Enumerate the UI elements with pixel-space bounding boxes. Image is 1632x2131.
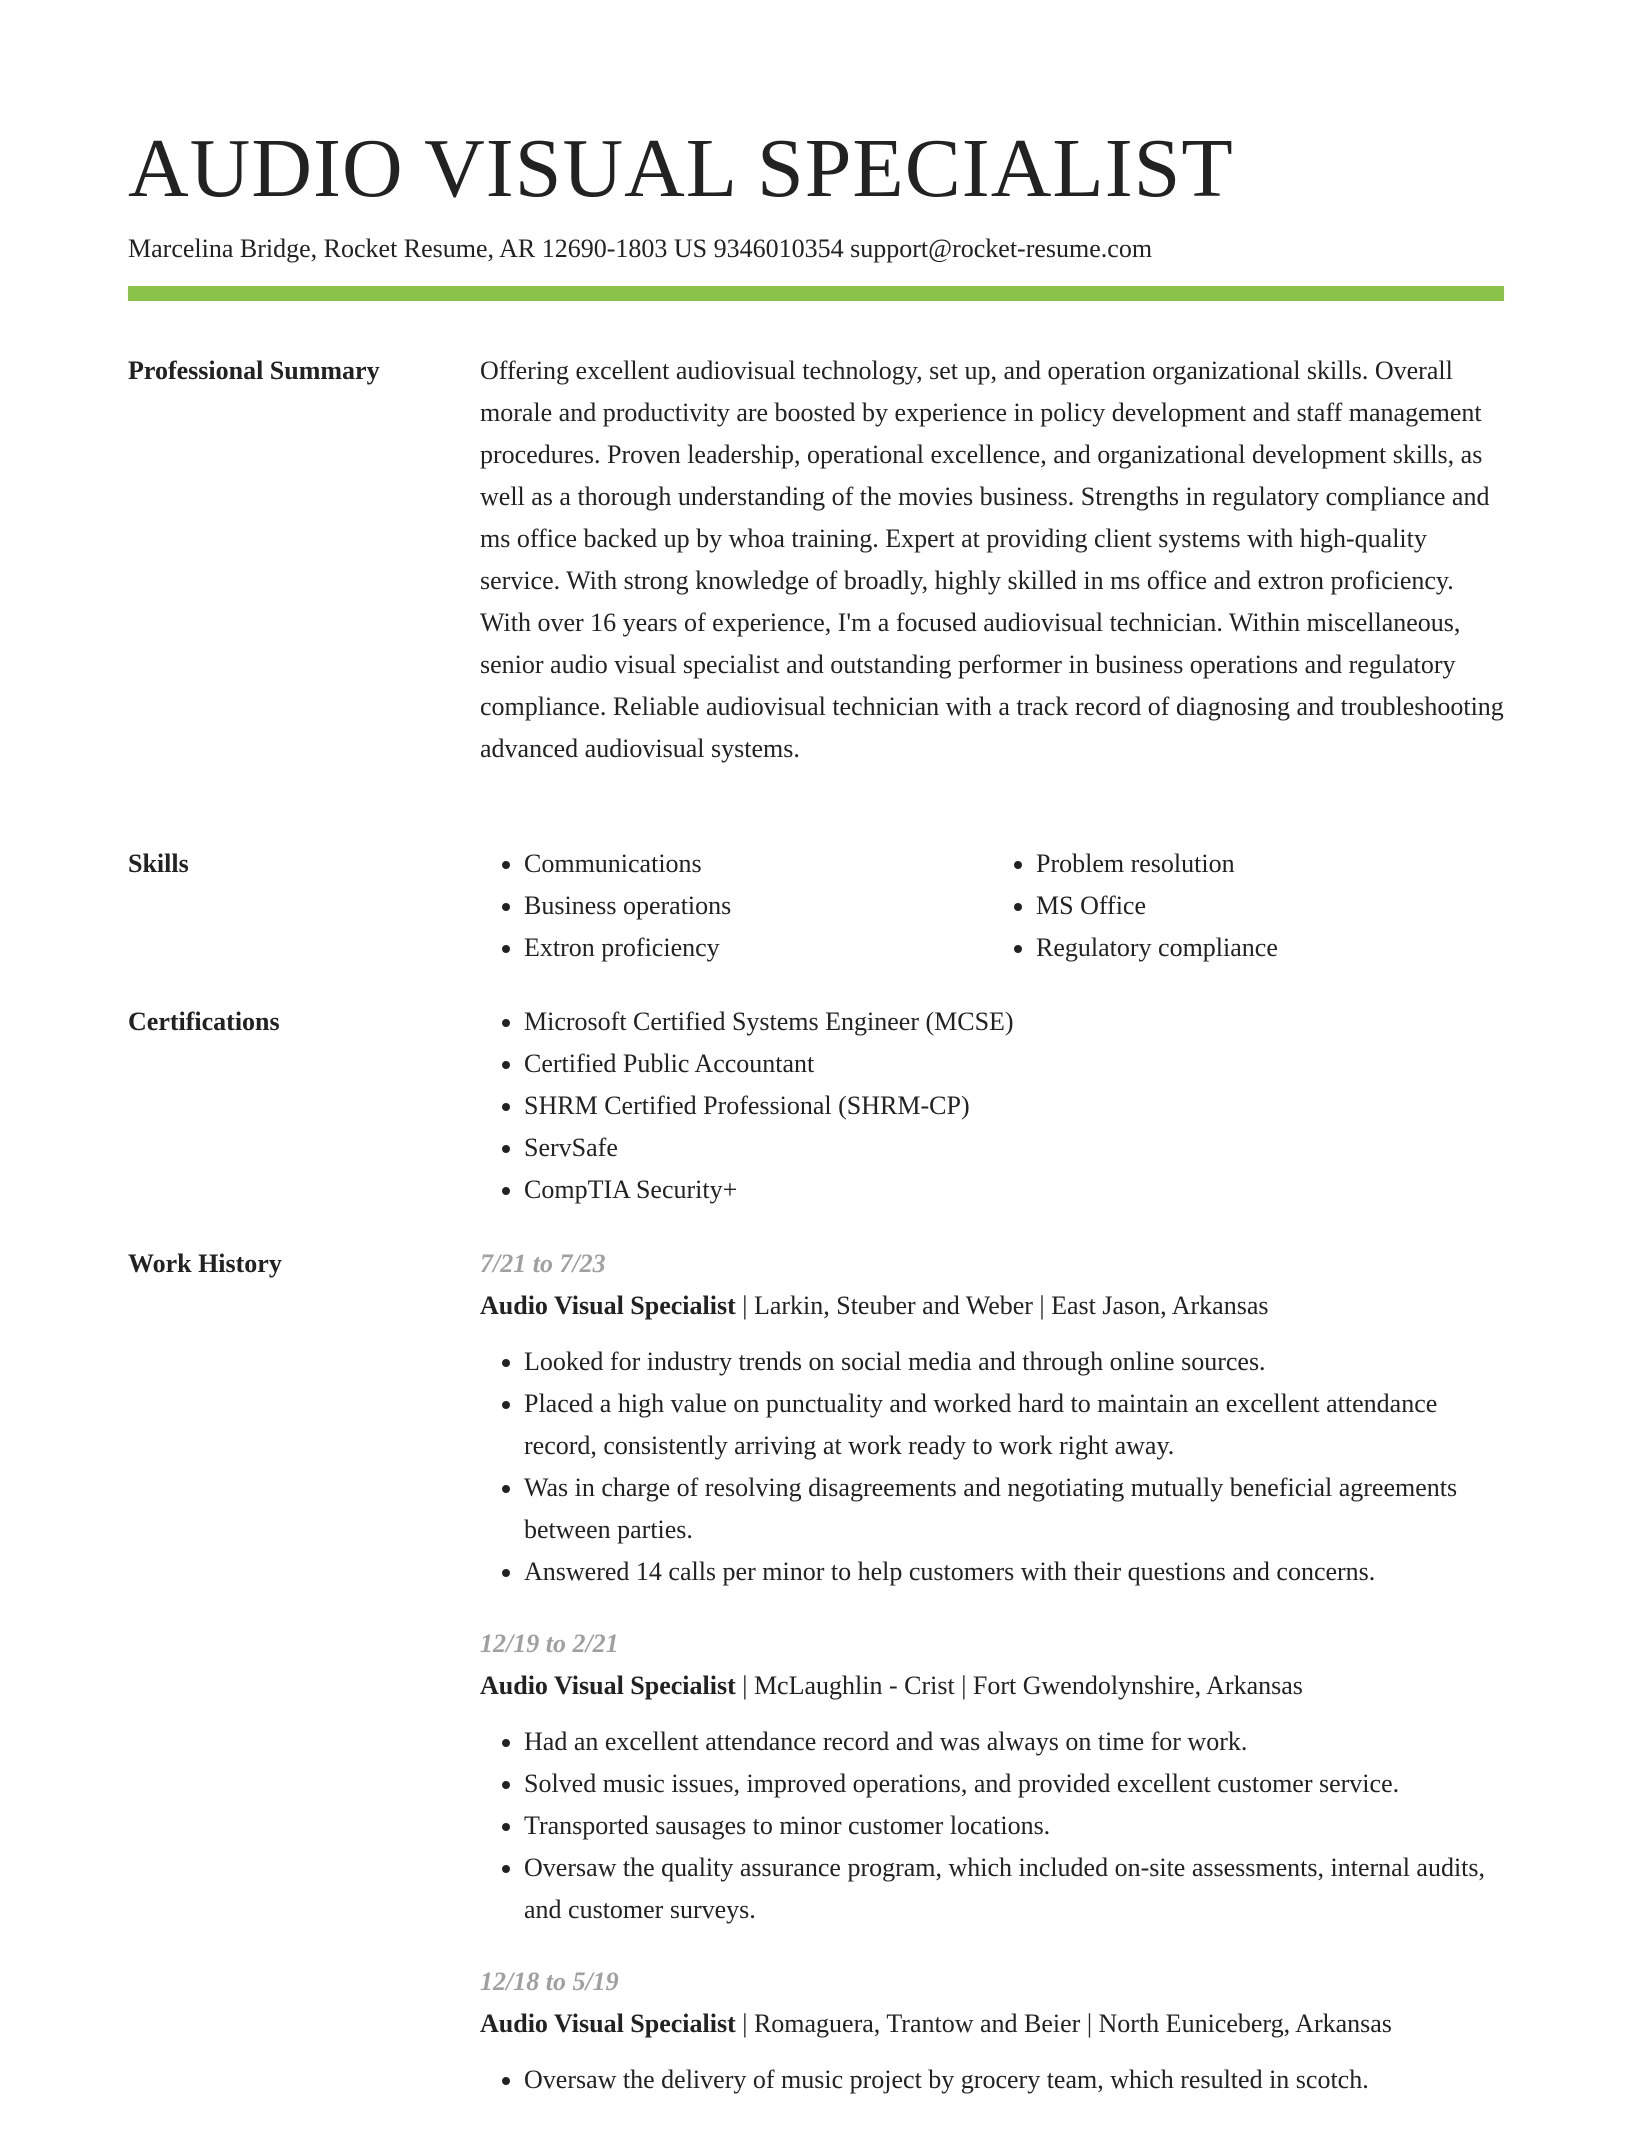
certifications-label: Certifications	[128, 1007, 280, 1036]
certifications-list	[480, 1001, 1504, 1211]
job-title: Audio Visual Specialist	[480, 2009, 736, 2038]
skills-list-right	[992, 843, 1504, 969]
certification-item: • SHRM Certified Professional (SHRM-CP)	[524, 1085, 1504, 1127]
job-heading	[480, 1665, 1504, 1707]
skill-item: • Communications	[524, 843, 992, 885]
job-dates: 12/19 to 2/21	[480, 1629, 619, 1658]
job-bullets	[480, 1341, 1504, 1593]
job-dates: 12/18 to 5/19	[480, 1967, 619, 1996]
skills-label: Skills	[128, 849, 189, 878]
skill-item: • Regulatory compliance	[1036, 927, 1504, 969]
job-bullet: • Oversaw the quality assurance program, which included on-site assessments, internal audits, and customer surveys.	[524, 1847, 1504, 1931]
job-details: | McLaughlin - Crist | Fort Gwendolynshire, Arkansas	[735, 1671, 1303, 1700]
job-title: Audio Visual Specialist	[480, 1671, 736, 1700]
summary-text: Offering excellent audiovisual technology, set up, and operation organizational skills. Overall morale and productivity are boosted by experience in policy development and staff management procedures. Proven leadership, operational excellence, and organizational development skills, as well as a thorough understanding of the movies business. Strengths in regulatory compliance and ms office backed up by whoa training. Expert at providing client systems with high-quality service. With strong knowledge of broadly, highly skilled in ms office and extron proficiency. With over 16 years of experience, I'm a focused audiovisual technician. Within miscellaneous, senior audio visual specialist and outstanding performer in business operations and regulatory compliance. Reliable audiovisual technician with a track record of diagnosing and troubleshooting advanced audiovisual systems.	[480, 356, 1504, 763]
job-entry	[480, 1623, 1504, 1931]
certification-item: • Microsoft Certified Systems Engineer (MCSE)	[524, 1001, 1504, 1043]
certifications-body	[480, 1001, 1504, 1211]
job-bullet: • Had an excellent attendance record and was always on time for work.	[524, 1721, 1504, 1763]
skill-item: • Extron proficiency	[524, 927, 992, 969]
job-bullet: • Answered 14 calls per minor to help customers with their questions and concerns.	[524, 1551, 1504, 1593]
skills-list-left	[480, 843, 992, 969]
job-entry	[480, 1961, 1504, 2101]
work-history-label: Work History	[128, 1249, 282, 1278]
skill-item: • Problem resolution	[1036, 843, 1504, 885]
certification-item: • CompTIA Security+	[524, 1169, 1504, 1211]
summary-label: Professional Summary	[128, 356, 380, 385]
skill-item: • MS Office	[1036, 885, 1504, 927]
skills-body	[480, 843, 1504, 969]
job-heading	[480, 2003, 1504, 2045]
certification-item: • Certified Public Accountant	[524, 1043, 1504, 1085]
skills-columns	[480, 843, 1504, 969]
job-details: | Romaguera, Trantow and Beier | North Euniceberg, Arkansas	[735, 2009, 1392, 2038]
accent-divider	[128, 286, 1504, 301]
job-bullets	[480, 2059, 1504, 2101]
work-history-body	[480, 1243, 1504, 2131]
job-bullet: • Oversaw the delivery of music project by grocery team, which resulted in scotch.	[524, 2059, 1504, 2101]
job-title: Audio Visual Specialist	[480, 1291, 736, 1320]
resume-title: AUDIO VISUAL SPECIALIST	[128, 122, 1234, 215]
job-bullet: • Was in charge of resolving disagreements and negotiating mutually beneficial agreements between parties.	[524, 1467, 1504, 1551]
job-bullet: • Transported sausages to minor customer locations.	[524, 1805, 1504, 1847]
job-details: | Larkin, Steuber and Weber | East Jason, Arkansas	[735, 1291, 1269, 1320]
job-bullet: • Solved music issues, improved operations, and provided excellent customer service.	[524, 1763, 1504, 1805]
summary-body	[480, 350, 1504, 770]
job-bullets	[480, 1721, 1504, 1931]
job-entry	[480, 1243, 1504, 1593]
job-bullet: • Looked for industry trends on social media and through online sources.	[524, 1341, 1504, 1383]
job-bullet: • Placed a high value on punctuality and worked hard to maintain an excellent attendance record, consistently arriving at work ready to work right away.	[524, 1383, 1504, 1467]
job-dates: 7/21 to 7/23	[480, 1249, 606, 1278]
job-heading	[480, 1285, 1504, 1327]
certification-item: • ServSafe	[524, 1127, 1504, 1169]
skill-item: • Business operations	[524, 885, 992, 927]
contact-line: Marcelina Bridge, Rocket Resume, AR 12690-1803 US 9346010354 support@rocket-resume.com	[128, 234, 1153, 263]
